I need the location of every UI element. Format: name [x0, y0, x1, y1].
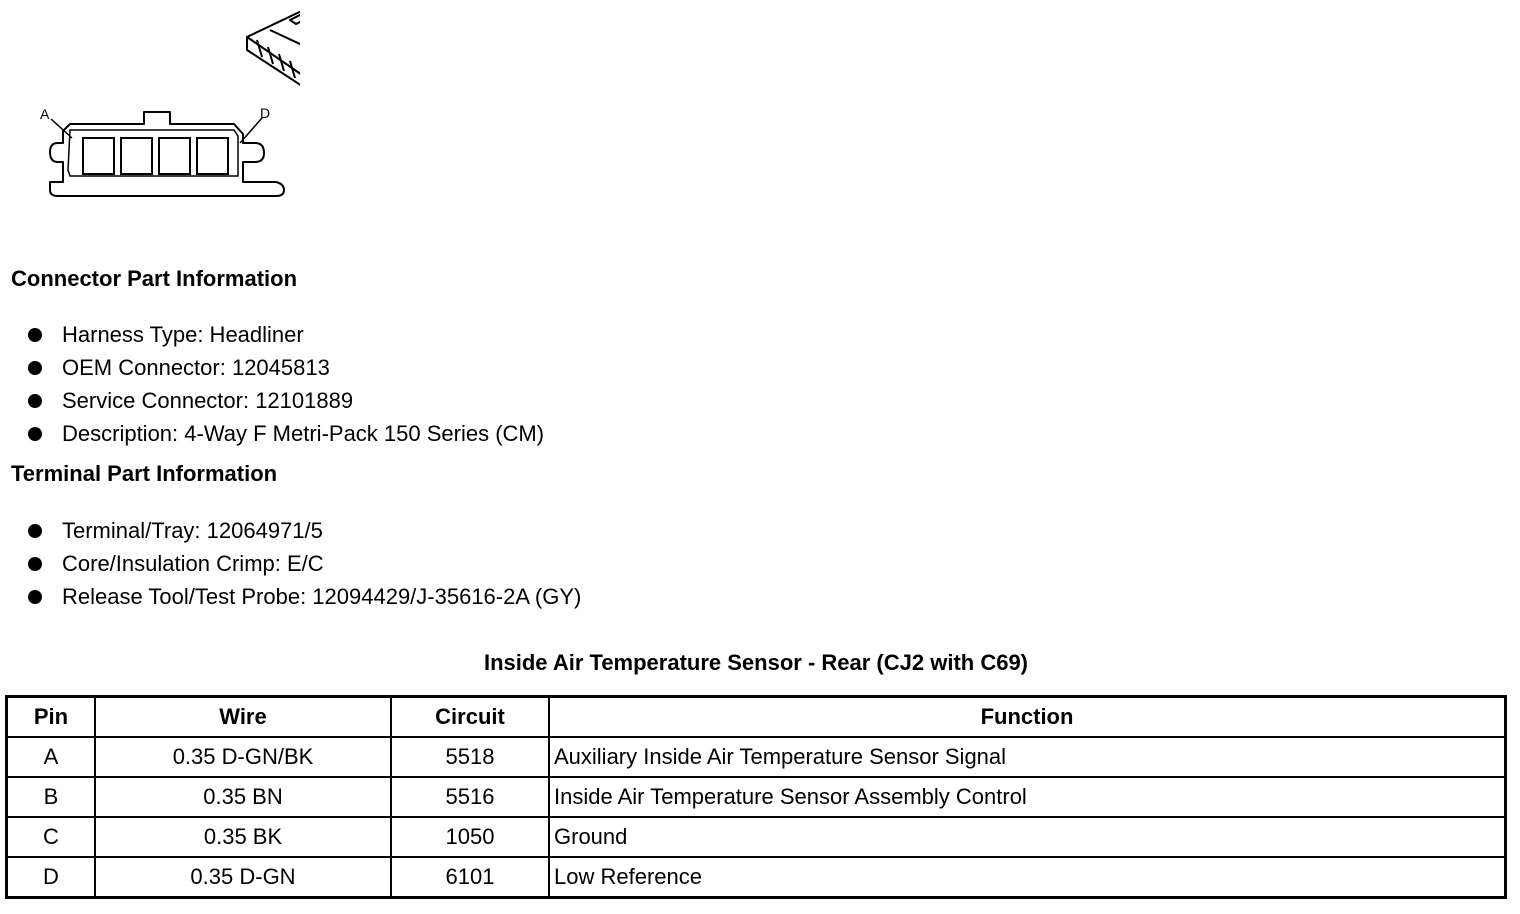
- list-item-text: Service Connector: 12101889: [62, 388, 354, 413]
- terminal-info-list: [28, 514, 581, 613]
- label-pin-a: A: [40, 106, 50, 122]
- pinout-table: [5, 695, 1507, 899]
- list-item-text: Description: 4-Way F Metri-Pack 150 Series (CM): [62, 421, 545, 446]
- list-item: [28, 384, 544, 417]
- label-pin-d: D: [260, 105, 271, 121]
- cell-circuit: 1050: [391, 817, 549, 857]
- connector-info-heading: Connector Part Information: [11, 266, 298, 291]
- bullet-icon: [28, 557, 42, 571]
- cell-function: Inside Air Temperature Sensor Assembly Control: [549, 777, 1506, 817]
- table-row: [7, 777, 1506, 817]
- cell-wire: 0.35 BN: [95, 777, 391, 817]
- list-item-text: Terminal/Tray: 12064971/5: [62, 518, 323, 543]
- list-item-text: Release Tool/Test Probe: 12094429/J-35616-2A (GY): [62, 584, 582, 609]
- cell-pin: D: [7, 857, 96, 898]
- cavity-d: [197, 138, 228, 174]
- list-item: [28, 318, 544, 351]
- connector-info-list: [28, 318, 544, 450]
- cell-function: Ground: [549, 817, 1506, 857]
- connector-isometric-view: [247, 6, 300, 86]
- bullet-icon: [28, 590, 42, 604]
- header-circuit: Circuit: [391, 697, 549, 738]
- cell-pin: B: [7, 777, 96, 817]
- cell-function: Auxiliary Inside Air Temperature Sensor Signal: [549, 737, 1506, 777]
- list-item-text: Harness Type: Headliner: [62, 322, 304, 347]
- list-item-text: Core/Insulation Crimp: E/C: [62, 551, 324, 576]
- list-item: [28, 514, 581, 547]
- cell-circuit: 5516: [391, 777, 549, 817]
- bullet-icon: [28, 328, 42, 342]
- connector-diagram: [0, 0, 300, 215]
- list-item: [28, 580, 581, 613]
- cell-wire: 0.35 BK: [95, 817, 391, 857]
- list-item: [28, 351, 544, 384]
- terminal-info-heading: Terminal Part Information: [11, 461, 278, 486]
- table-row: [7, 857, 1506, 898]
- table-header-row: [7, 697, 1506, 738]
- cell-function: Low Reference: [549, 857, 1506, 898]
- bullet-icon: [28, 524, 42, 538]
- cell-circuit: 5518: [391, 737, 549, 777]
- cell-pin: A: [7, 737, 96, 777]
- list-item-text: OEM Connector: 12045813: [62, 355, 330, 380]
- cavity-a: [83, 138, 114, 174]
- list-item: [28, 547, 581, 580]
- bullet-icon: [28, 394, 42, 408]
- table-title: Inside Air Temperature Sensor - Rear (CJ2 with C69): [483, 650, 1029, 675]
- cell-wire: 0.35 D-GN/BK: [95, 737, 391, 777]
- bullet-icon: [28, 427, 42, 441]
- table-row: [7, 817, 1506, 857]
- table-row: [7, 737, 1506, 777]
- cavity-b: [121, 138, 152, 174]
- bullet-icon: [28, 361, 42, 375]
- cell-pin: C: [7, 817, 96, 857]
- header-function: Function: [549, 697, 1506, 738]
- header-wire: Wire: [95, 697, 391, 738]
- cavity-c: [159, 138, 190, 174]
- header-pin: Pin: [7, 697, 96, 738]
- list-item: [28, 417, 544, 450]
- cell-wire: 0.35 D-GN: [95, 857, 391, 898]
- cell-circuit: 6101: [391, 857, 549, 898]
